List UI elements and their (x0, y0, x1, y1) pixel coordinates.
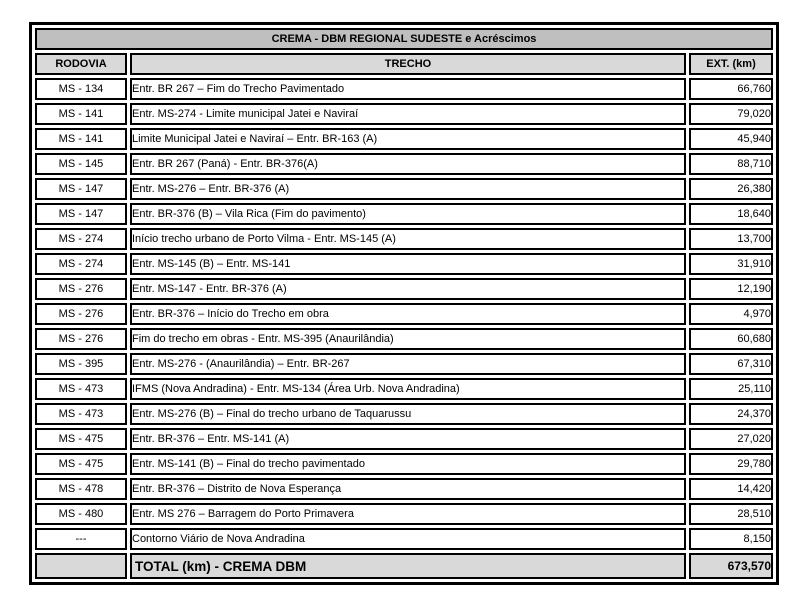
ext-cell: 8,150 (689, 528, 773, 550)
table-row (35, 128, 773, 150)
rodovia-cell: MS - 141 (35, 128, 127, 150)
trecho-cell: Entr. BR 267 (Paná) - Entr. BR-376(A) (130, 153, 686, 175)
ext-cell: 13,700 (689, 228, 773, 250)
ext-cell: 67,310 (689, 353, 773, 375)
rodovia-cell: MS - 274 (35, 228, 127, 250)
trecho-cell: Limite Municipal Jatei e Naviraí – Entr. BR-163 (A) (130, 128, 686, 150)
trecho-cell: Entr. MS-276 (B) – Final do trecho urbano de Taquarussu (130, 403, 686, 425)
trecho-cell: Entr. BR-376 (B) – Vila Rica (Fim do pavimento) (130, 203, 686, 225)
ext-cell: 26,380 (689, 178, 773, 200)
trecho-cell: Fim do trecho em obras - Entr. MS-395 (Anaurilândia) (130, 328, 686, 350)
table-row (35, 378, 773, 400)
ext-cell: 25,110 (689, 378, 773, 400)
table-row (35, 278, 773, 300)
rodovia-cell: MS - 473 (35, 378, 127, 400)
ext-cell: 28,510 (689, 503, 773, 525)
table-row (35, 303, 773, 325)
table-row (35, 453, 773, 475)
trecho-cell: Entr. MS-276 – Entr. BR-376 (A) (130, 178, 686, 200)
table-row (35, 478, 773, 500)
column-header-rodovia: RODOVIA (35, 53, 127, 75)
ext-cell: 4,970 (689, 303, 773, 325)
trecho-cell: Entr. MS-145 (B) – Entr. MS-141 (130, 253, 686, 275)
ext-cell: 88,710 (689, 153, 773, 175)
total-value: 673,570 (689, 553, 773, 579)
trecho-cell: Entr. MS-274 - Limite municipal Jatei e Naviraí (130, 103, 686, 125)
rodovia-cell: MS - 145 (35, 153, 127, 175)
table-header-row (35, 53, 773, 75)
table-row (35, 203, 773, 225)
ext-cell: 24,370 (689, 403, 773, 425)
total-rodovia-cell (35, 553, 127, 579)
trecho-cell: Entr. MS 276 – Barragem do Porto Primavera (130, 503, 686, 525)
ext-cell: 45,940 (689, 128, 773, 150)
ext-cell: 14,420 (689, 478, 773, 500)
ext-cell: 66,760 (689, 78, 773, 100)
rodovia-cell: MS - 276 (35, 303, 127, 325)
trecho-cell: Entr. MS-147 - Entr. BR-376 (A) (130, 278, 686, 300)
table-row (35, 528, 773, 550)
rodovia-cell: MS - 475 (35, 453, 127, 475)
ext-cell: 12,190 (689, 278, 773, 300)
table-title-row (35, 28, 773, 50)
rodovia-cell: MS - 478 (35, 478, 127, 500)
table-row (35, 428, 773, 450)
rodovia-cell: MS - 141 (35, 103, 127, 125)
ext-cell: 18,640 (689, 203, 773, 225)
trecho-cell: Entr. MS-276 - (Anaurilândia) – Entr. BR-267 (130, 353, 686, 375)
trecho-cell: Entr. BR-376 – Entr. MS-141 (A) (130, 428, 686, 450)
rodovia-cell: MS - 475 (35, 428, 127, 450)
crema-table (32, 25, 776, 582)
trecho-cell: Entr. BR 267 – Fim do Trecho Pavimentado (130, 78, 686, 100)
ext-cell: 79,020 (689, 103, 773, 125)
ext-cell: 60,680 (689, 328, 773, 350)
trecho-cell: Início trecho urbano de Porto Vilma - Entr. MS-145 (A) (130, 228, 686, 250)
trecho-cell: Entr. BR-376 – Distrito de Nova Esperança (130, 478, 686, 500)
trecho-cell: Contorno Viário de Nova Andradina (130, 528, 686, 550)
table-row (35, 503, 773, 525)
crema-table-container (29, 22, 779, 585)
table-title: CREMA - DBM REGIONAL SUDESTE e Acréscimos (35, 28, 773, 50)
rodovia-cell: MS - 276 (35, 278, 127, 300)
table-row (35, 403, 773, 425)
rodovia-cell: MS - 480 (35, 503, 127, 525)
rodovia-cell: MS - 147 (35, 203, 127, 225)
rodovia-cell: MS - 147 (35, 178, 127, 200)
table-row (35, 253, 773, 275)
rodovia-cell: MS - 134 (35, 78, 127, 100)
ext-cell: 31,910 (689, 253, 773, 275)
table-row (35, 78, 773, 100)
trecho-cell: Entr. BR-376 – Início do Trecho em obra (130, 303, 686, 325)
table-row (35, 103, 773, 125)
trecho-cell: IFMS (Nova Andradina) - Entr. MS-134 (Área Urb. Nova Andradina) (130, 378, 686, 400)
column-header-trecho: TRECHO (130, 53, 686, 75)
rodovia-cell: --- (35, 528, 127, 550)
table-row (35, 228, 773, 250)
total-row (35, 553, 773, 579)
column-header-ext: EXT. (km) (689, 53, 773, 75)
total-label: TOTAL (km) - CREMA DBM (130, 553, 686, 579)
table-body (35, 78, 773, 550)
trecho-cell: Entr. MS-141 (B) – Final do trecho pavimentado (130, 453, 686, 475)
table-row (35, 353, 773, 375)
table-row (35, 178, 773, 200)
rodovia-cell: MS - 395 (35, 353, 127, 375)
ext-cell: 29,780 (689, 453, 773, 475)
rodovia-cell: MS - 473 (35, 403, 127, 425)
rodovia-cell: MS - 276 (35, 328, 127, 350)
rodovia-cell: MS - 274 (35, 253, 127, 275)
ext-cell: 27,020 (689, 428, 773, 450)
table-row (35, 153, 773, 175)
table-row (35, 328, 773, 350)
